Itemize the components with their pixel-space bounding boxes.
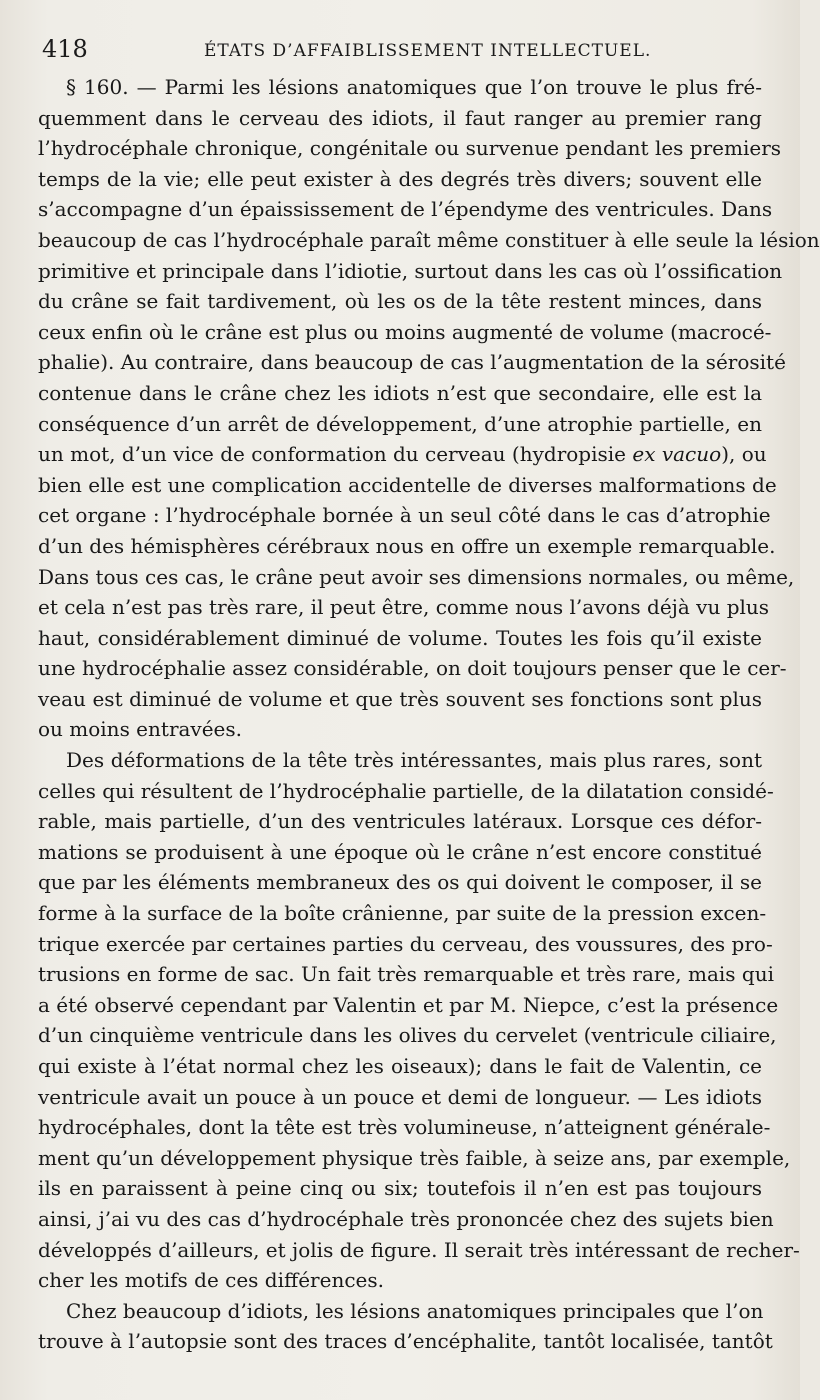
text-line: Dans tous ces cas, le crâne peut avoir ses dimensions normales, ou même, xyxy=(38,564,795,589)
text-line: d’un cinquième ventricule dans les olives du cervelet (ventricule ciliaire, xyxy=(38,1023,777,1048)
text-line: primitive et principale dans l’idiotie, surtout dans les cas où l’ossification xyxy=(38,258,783,283)
text-line: ventricule avait un pouce à un pouce et demi de longueur. — Les idiots xyxy=(38,1084,762,1109)
text-line: conséquence d’un arrêt de développement, d’une atrophie partielle, en xyxy=(38,411,762,436)
text-line: celles qui résultent de l’hydrocéphalie partielle, de la dilatation considé- xyxy=(38,778,774,803)
text-line: § 160. — Parmi les lésions anatomiques que l’on trouve le plus fré- xyxy=(66,75,762,99)
text-line: ainsi, j’ai vu des cas d’hydrocéphale très prononcée chez des sujets bien xyxy=(38,1206,774,1231)
text-line: trusions en forme de sac. Un fait très remarquable et très rare, mais qui xyxy=(38,962,774,987)
text-line: trique exercée par certaines parties du cerveau, des voussures, des pro- xyxy=(38,931,773,956)
text-span: un mot, d’un vice de conformation du cerveau (hydropisie xyxy=(38,442,633,467)
text-line: cher les motifs de ces différences. xyxy=(38,1268,384,1293)
text-line: ceux enfin où le crâne est plus ou moins augmenté de volume (macrocé- xyxy=(38,319,772,344)
text-line: ou moins entravées. xyxy=(38,717,243,742)
text-line: temps de la vie; elle peut exister à des degrés très divers; souvent elle xyxy=(38,166,762,191)
body-text xyxy=(38,72,820,1357)
text-line: mations se produisent à une époque où le crâne n’est encore constitué xyxy=(38,839,762,864)
text-line: contenue dans le crâne chez les idiots n’est que secondaire, elle est la xyxy=(38,380,762,405)
text-line: que par les éléments membraneux des os qui doivent le composer, il se xyxy=(38,870,762,895)
emphasis-text: ex vacuo xyxy=(632,442,722,467)
text-line: développés d’ailleurs, et jolis de figure. Il serait très intéressant de recher- xyxy=(38,1237,800,1262)
text-line: ils en paraissent à peine cinq ou six; toutefois il n’en est pas toujours xyxy=(38,1176,762,1201)
text-line: forme à la surface de la boîte crânienne, par suite de la pression excen- xyxy=(38,901,767,926)
text-line: haut, considérablement diminué de volume. Toutes les fois qu’il existe xyxy=(38,625,762,650)
text-line: et cela n’est pas très rare, il peut être, comme nous l’avons déjà vu plus xyxy=(38,595,770,620)
text-line: qui existe à l’état normal chez les oiseaux); dans le fait de Valentin, ce xyxy=(38,1054,762,1078)
running-title: ÉTATS D’AFFAIBLISSEMENT INTELLECTUEL. xyxy=(204,41,652,61)
text-line: Chez beaucoup d’idiots, les lésions anatomiques principales que l’on xyxy=(66,1298,764,1323)
text-line: bien elle est une complication accidentelle de diverses malformations de xyxy=(38,472,777,497)
text-line: d’un des hémisphères cérébraux nous en offre un exemple remarquable. xyxy=(38,533,776,558)
text-line: s’accompagne d’un épaississement de l’épendyme des ventricules. Dans xyxy=(38,197,773,222)
text-line: hydrocéphales, dont la tête est très volumineuse, n’atteignent générale- xyxy=(38,1115,771,1140)
text-line: cet organe : l’hydrocéphale bornée à un seul côté dans le cas d’atrophie xyxy=(38,503,771,528)
text-line: l’hydrocéphale chronique, congénitale ou survenue pendant les premiers xyxy=(38,136,782,161)
text-line: a été observé cependant par Valentin et par M. Niepce, c’est la présence xyxy=(38,992,779,1017)
page-number: 418 xyxy=(42,35,88,63)
text-line: phalie). Au contraire, dans beaucoup de cas l’augmentation de la sérosité xyxy=(38,350,786,375)
text-line: une hydrocéphalie assez considérable, on doit toujours penser que le cer- xyxy=(38,656,787,681)
text-line: rable, mais partielle, d’un des ventricules latéraux. Lorsque ces défor- xyxy=(38,809,762,834)
text-line: veau est diminué de volume et que très souvent ses fonctions sont plus xyxy=(38,686,762,711)
text-line: ment qu’un développement physique très faible, à seize ans, par exemple, xyxy=(38,1145,791,1170)
text-line: quemment dans le cerveau des idiots, il faut ranger au premier rang xyxy=(38,105,762,130)
running-head xyxy=(40,34,770,64)
text-line: Des déformations de la tête très intéressantes, mais plus rares, sont xyxy=(66,748,762,773)
text-line-with-emphasis xyxy=(38,439,767,470)
text-line: beaucoup de cas l’hydrocéphale paraît même constituer à elle seule la lésion xyxy=(38,227,820,252)
text-span: ), ou xyxy=(721,442,767,467)
text-line: trouve à l’autopsie sont des traces d’encéphalite, tantôt localisée, tantôt xyxy=(38,1329,773,1354)
text-line: du crâne se fait tardivement, où les os de la tête restent minces, dans xyxy=(38,289,762,314)
